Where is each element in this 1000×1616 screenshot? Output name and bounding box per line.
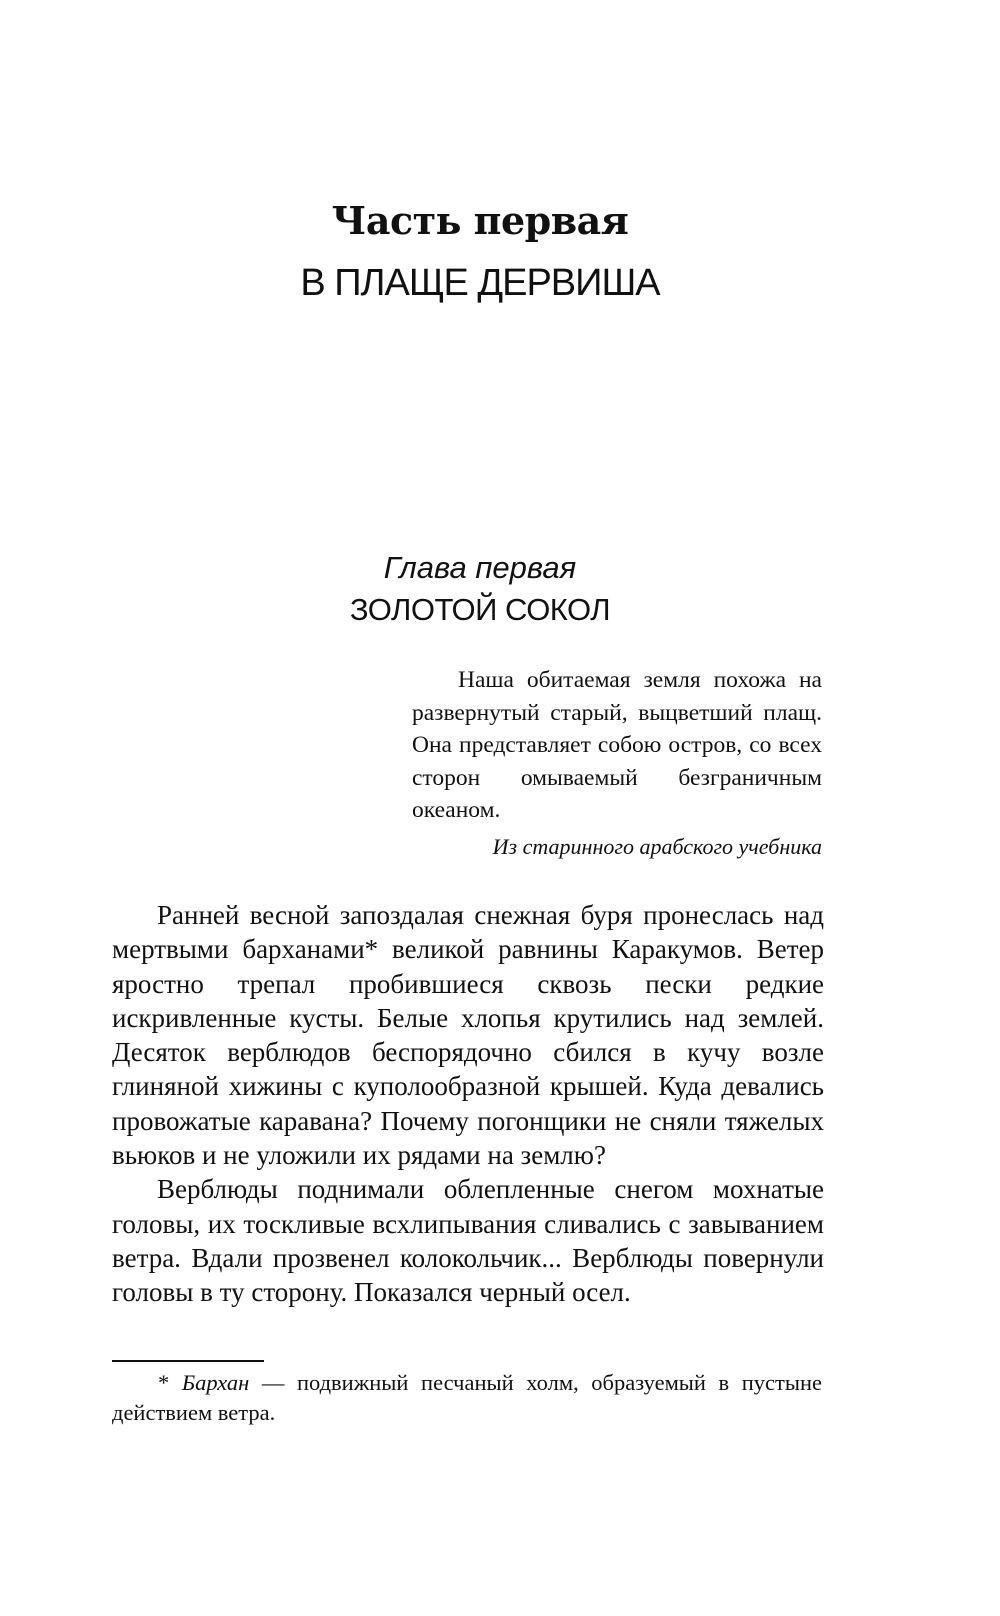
footnote: [112, 1368, 822, 1428]
footnote-term: Бархан: [181, 1370, 250, 1395]
chapter-subtitle: ЗОЛОТОЙ СОКОЛ: [349, 592, 611, 627]
epigraph-source: Из старинного арабского учебника: [492, 834, 822, 859]
footnote-line: [112, 1368, 822, 1428]
epigraph-text: Наша обитаемая земля похожа на развернутый старый, выцветший плащ. Она представляет собою остров, со всех сторон омываемый безграничным океаном.: [412, 667, 822, 824]
body-paragraph: Верблюды поднимали облепленные снегом мохнатые головы, их тоскливые всхлипывания сливались с завыванием ветра. Вдали прозвенел колокольчик... Верблюды повернули головы в ту сторону. Показался черный осел.: [112, 1174, 824, 1308]
body-paragraph: Ранней весной запоздалая снежная буря пронеслась над мертвыми барханами* великой равнины Каракумов. Ветер яростно трепал пробившиеся сквозь пески редкие искривленные кусты. Белые хлопья крутились над землей. Десяток верблюдов беспорядочно сбился в кучу возле глиняной хижины с куполообразной крышей. Куда девались провожатые каравана? Почему погонщики не сняли тяжелых вьюков и не уложили их рядами на землю?: [112, 900, 824, 1171]
footnote-definition: — подвижный песчаный холм, образуемый в пустыне действием ветра.: [112, 1370, 823, 1425]
epigraph: [412, 664, 822, 827]
footnote-marker: *: [158, 1370, 170, 1395]
part-title: Часть первая: [331, 198, 629, 243]
body-text: [112, 898, 824, 1310]
part-subtitle: В ПЛАЩЕ ДЕРВИША: [300, 262, 660, 304]
footnote-divider: [112, 1360, 264, 1362]
chapter-title: Глава первая: [383, 550, 577, 585]
